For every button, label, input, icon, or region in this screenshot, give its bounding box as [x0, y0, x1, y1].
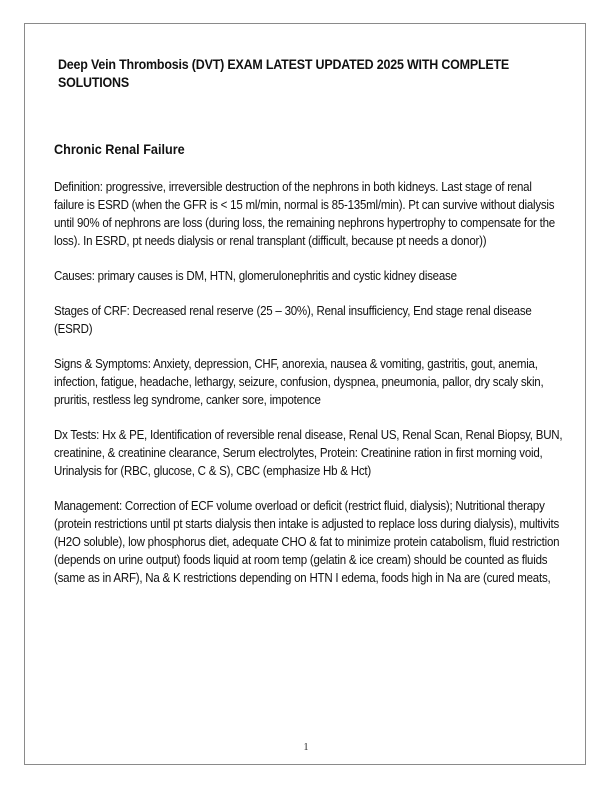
- paragraph-causes: Causes: primary causes is DM, HTN, glomerulonephritis and cystic kidney disease: [54, 268, 457, 283]
- paragraph-management: Management: Correction of ECF volume overload or deficit (restrict fluid, dialysis); Nutritional therapy (protein restrictions until pt starts dialysis then intake is adjusted to replace loss during dialysis), multivits (H2O soluble), low phosphorus diet, adequate CHO & fat to minimize protein catabolism, fluid restriction (depends on urine output) foods liquid at room temp (gelatin & ice cream) should be counted as fluids (same as in ARF), Na & K restrictions depending on HTN I edema, foods high in Na are (cured meats,: [54, 498, 560, 585]
- paragraph-definition: Definition: progressive, irreversible destruction of the nephrons in both kidneys. Last stage of renal failure is ESRD (when the GFR is < 15 ml/min, normal is 85-135ml/min). Pt can survive without dialysis until 90% of nephrons are loss (during loss, the remaining nephrons hypertrophy to compensate for the loss). In ESRD, pt needs dialysis or renal transplant (difficult, because pt needs a donor)): [54, 179, 555, 248]
- page-number: 1: [303, 742, 309, 753]
- paragraph-stages: Stages of CRF: Decreased renal reserve (25 – 30%), Renal insufficiency, End stage renal disease (ESRD): [54, 303, 532, 336]
- section-heading: Chronic Renal Failure: [54, 142, 185, 157]
- document-body: [54, 56, 566, 587]
- paragraph-signs-symptoms: Signs & Symptoms: Anxiety, depression, CHF, anorexia, nausea & vomiting, gastritis, gout, anemia, infection, fatigue, headache, lethargy, seizure, confusion, dyspnea, pneumonia, pallor, dry scaly skin, pruritis, restless leg syndrome, canker sore, impotence: [54, 356, 544, 407]
- document-title: Deep Vein Thrombosis (DVT) EXAM LATEST UPDATED 2025 WITH COMPLETE SOLUTIONS: [58, 57, 510, 90]
- paragraph-dx-tests: Dx Tests: Hx & PE, Identification of reversible renal disease, Renal US, Renal Scan, Renal Biopsy, BUN, creatinine, & creatinine clearance, Serum electrolytes, Protein: Creatinine ration in first morning void, Urinalysis for (RBC, glucose, C & S), CBC (emphasize Hb & Hct): [54, 427, 563, 478]
